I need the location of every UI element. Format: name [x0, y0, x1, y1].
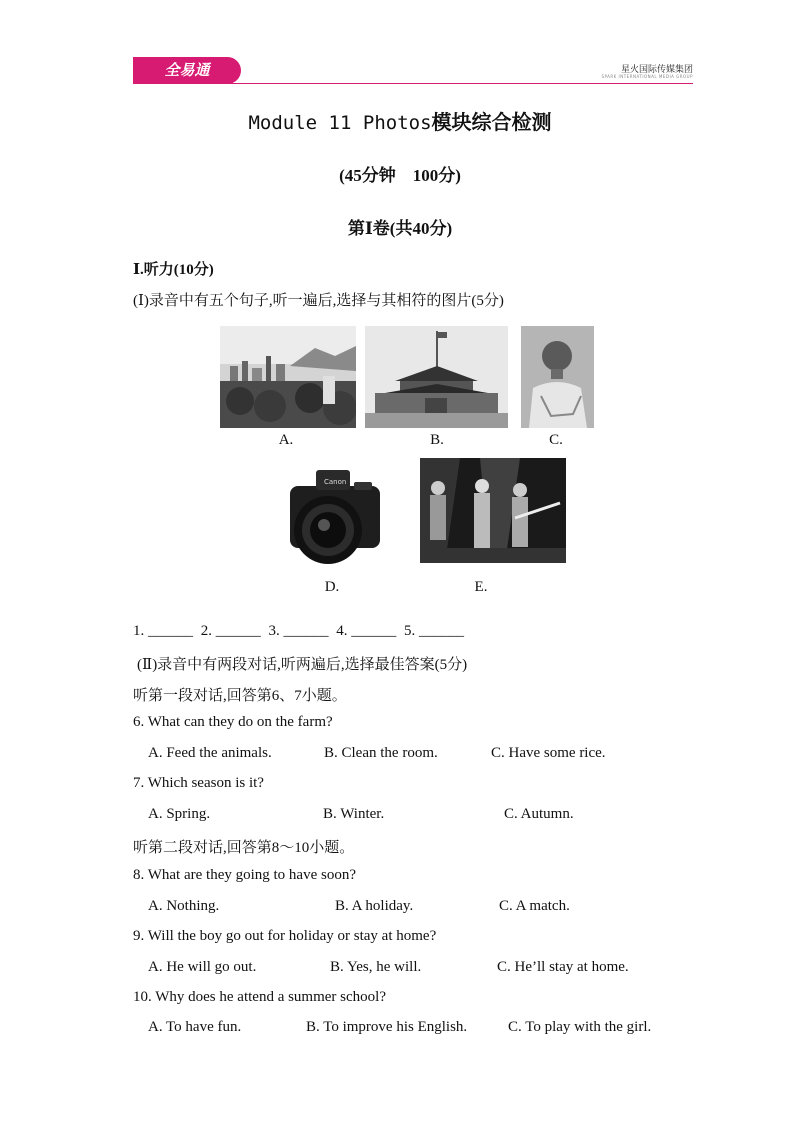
q9-option-b[interactable]: B. Yes, he will.: [330, 959, 422, 975]
q7-option-b[interactable]: B. Winter.: [323, 806, 385, 822]
q8-option-b[interactable]: B. A holiday.: [335, 898, 414, 914]
image-label-e: E.: [474, 579, 488, 595]
q7-option-a[interactable]: A. Spring.: [148, 806, 211, 822]
image-label-a: A.: [278, 432, 294, 448]
q9-option-a[interactable]: A. He will go out.: [148, 959, 257, 975]
q6-option-c[interactable]: C. Have some rice.: [491, 745, 606, 761]
answer-blanks: [133, 623, 468, 640]
page-title: [0, 106, 800, 135]
man-portrait-photo: [521, 326, 594, 428]
camera-brand-text: Canon: [324, 478, 347, 486]
blank-1[interactable]: 1. ______: [133, 623, 193, 639]
blank-5[interactable]: 5. ______: [404, 623, 464, 639]
q6-option-b[interactable]: B. Clean the room.: [324, 745, 438, 761]
tiananmen-photo: [365, 326, 508, 428]
question-7: 7. Which season is it?: [133, 775, 264, 791]
question-10: 10. Why does he attend a summer school?: [133, 989, 386, 1005]
q10-option-b[interactable]: B. To improve his English.: [306, 1019, 468, 1035]
camera-photo: [284, 464, 383, 569]
publisher-name: 星火国际传媒集团: [620, 65, 693, 75]
header-divider: [133, 83, 693, 84]
volume-heading: 第Ⅰ卷(共40分): [347, 219, 453, 238]
image-label-d: D.: [324, 579, 340, 595]
title-chinese: 模块综合检测: [431, 110, 552, 134]
dialog1-instruction: 听第一段对话,回答第6、7小题。: [133, 688, 347, 704]
blank-2[interactable]: 2. ______: [200, 623, 261, 639]
q8-option-a[interactable]: A. Nothing.: [148, 898, 220, 914]
brand-logo: 全易通: [133, 57, 241, 84]
blank-3[interactable]: 3. ______: [268, 623, 329, 639]
question-9: 9. Will the boy go out for holiday or stay at home?: [133, 928, 437, 944]
time-score: (45分钟 100分): [339, 166, 461, 185]
publisher-subtitle: SPARK INTERNATIONAL MEDIA GROUP: [601, 74, 693, 79]
image-label-b: B.: [430, 432, 444, 448]
question-8: 8. What are they going to have soon?: [133, 867, 356, 883]
q8-option-c[interactable]: C. A match.: [499, 898, 570, 914]
title-english: Module 11 Photos: [248, 112, 432, 134]
section-heading: Ⅰ.听力(10分): [133, 262, 214, 278]
band-concert-photo: [420, 458, 566, 563]
city-photo: [220, 326, 356, 428]
blank-4[interactable]: 4. ______: [336, 623, 397, 639]
q10-option-a[interactable]: A. To have fun.: [148, 1019, 242, 1035]
q9-option-c[interactable]: C. He’ll stay at home.: [497, 959, 629, 975]
q10-option-c[interactable]: C. To play with the girl.: [508, 1019, 652, 1035]
question-6: 6. What can they do on the farm?: [133, 714, 333, 730]
part1-instruction: (Ⅰ)录音中有五个句子,听一遍后,选择与其相符的图片(5分): [133, 293, 504, 309]
part2-instruction: (Ⅱ)录音中有两段对话,听两遍后,选择最佳答案(5分): [137, 657, 468, 673]
q7-option-c[interactable]: C. Autumn.: [504, 806, 574, 822]
q6-option-a[interactable]: A. Feed the animals.: [148, 745, 272, 761]
dialog2-instruction: 听第二段对话,回答第8～10小题。: [133, 840, 355, 856]
image-label-c: C.: [549, 432, 563, 448]
